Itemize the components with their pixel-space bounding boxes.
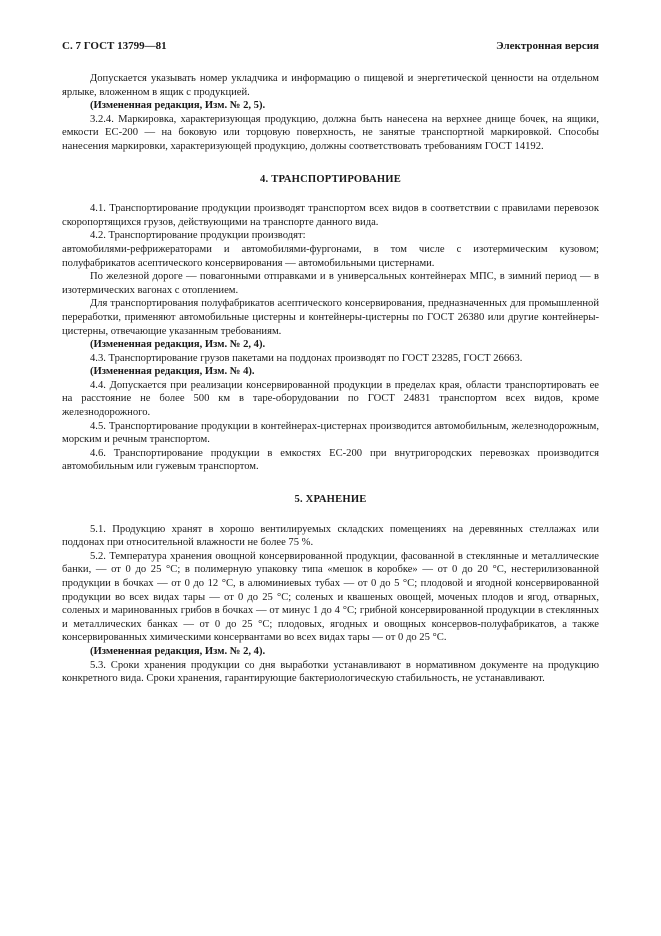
paragraph: 4.3. Транспортирование грузов пакетами на поддонах производят по ГОСТ 23285, ГОСТ 26663. (90, 352, 523, 364)
amendment-note: (Измененная редакция, Изм. № 4). (90, 366, 255, 378)
paragraph: 5.1. Продукцию хранят в хорошо вентилируемых складских помещениях на деревянных стеллажах или поддонах при относительной влажности не более 75 %. (62, 523, 599, 549)
document-body (62, 72, 599, 686)
paragraph: 4.5. Транспортирование продукции в контейнерах-цистернах производится автомобильным, железнодорожным, морским и речным транспортом. (62, 420, 599, 446)
section-heading: 4. ТРАНСПОРТИРОВАНИЕ (260, 173, 401, 185)
paragraph: 4.2. Транспортирование продукции производят: (90, 230, 306, 242)
paragraph: 5.2. Температура хранения овощной консервированной продукции, фасованной в стеклянные и металлические банки, — от 0 до 25 °С; в полимерную упаковку типа «мешок в коробке» — от 0 до 20 °С, нестерилизованной продукции в бочках — от 0 до 12 °С, в алюминиевых тубах — от 0 до 5 °С; плодовой и ягодной консервированной продукции во всех видах тары — от 0 до 25 °С; соленых и квашеных овощей, моченых плодов и ягод, отварных, соленых и маринованных грибов в бочках — от минус 1 до 4 °С; грибной консервированной продукции в стеклянных и металлических банках — от 0 до 25 °С; плодовых, ягодных и овощных консервов-полуфабрикатов, а также консервированных химическими консервантами во всех видах тары — от 0 до 25 °С. (62, 550, 599, 644)
header-standard-ref: С. 7 ГОСТ 13799—81 (62, 40, 167, 52)
paragraph: 4.1. Транспортирование продукции производят транспортом всех видов в соответствии с правилами перевозок скоропортящихся грузов, действующими на транспорте данного вида. (62, 203, 599, 228)
paragraph: Допускается указывать номер укладчика и информацию о пищевой и энергетической ценности на отдельном ярлыке, вложенном в ящик с продукцией. (62, 73, 599, 98)
paragraph: 4.4. Допускается при реализации консервированной продукции в пределах края, области транспортировать ее на расстояние не более 500 км в таре-оборудовании по ГОСТ 24831 транспортом всех видов, кроме железнодорожного. (62, 379, 599, 419)
amendment-note: (Измененная редакция, Изм. № 2, 5). (90, 100, 266, 112)
amendment-note: (Измененная редакция, Изм. № 2, 4). (90, 339, 266, 351)
header-edition-label: Электронная версия (496, 40, 599, 52)
page-header (62, 40, 599, 58)
paragraph: автомобилями-рефрижераторами и автомобилями-фургонами, в том числе с изотермическим кузовом; полуфабрикатов асептического консервирования — автомобильными цистернами. (62, 243, 599, 269)
paragraph: Для транспортирования полуфабрикатов асептического консервирования, предназначенных для промышленной переработки, применяют автомобильные цистерны и контейнеры-цистерны по ГОСТ 26380 или другие контейнеры-цистерны, отвечающие указанным требованиям. (62, 298, 599, 337)
paragraph: По железной дороге — повагонными отправками и в универсальных контейнерах МПС, в зимний период — в изотермических вагонах с отоплением. (62, 271, 599, 296)
paragraph: 5.3. Сроки хранения продукции со дня выработки устанавливают в нормативном документе на продукцию конкретного вида. Сроки хранения, гарантирующие бактериологическую стабильность, не устанавливают. (62, 659, 599, 685)
document-page (62, 40, 599, 686)
paragraph: 3.2.4. Маркировка, характеризующая продукцию, должна быть нанесена на верхнее днище бочек, на ящики, емкости ЕС-200 — на боковую или торцовую поверхность, не занятые транспортной маркировкой. Способы нанесения маркировки, характеризующей продукцию, должны соответствовать требованиям ГОСТ 14192. (62, 113, 599, 152)
amendment-note: (Измененная редакция, Изм. № 2, 4). (90, 645, 266, 657)
paragraph: 4.6. Транспортирование продукции в емкостях ЕС-200 при внутригородских перевозках производится автомобильным или гужевым транспортом. (62, 447, 599, 473)
section-heading: 5. ХРАНЕНИЕ (294, 494, 367, 506)
